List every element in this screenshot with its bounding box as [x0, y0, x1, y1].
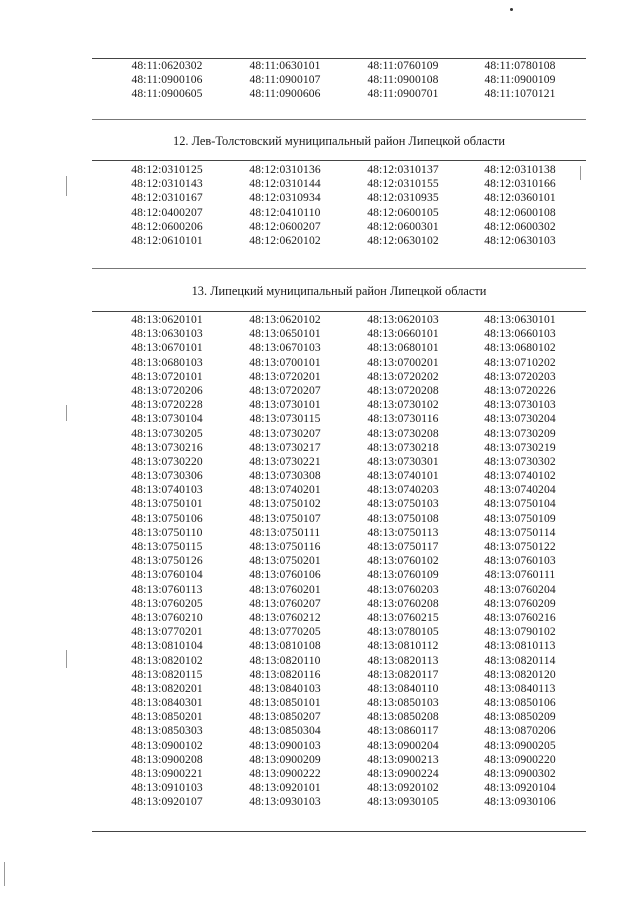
cadastral-number-cell: 48:11:0620302	[131, 59, 203, 72]
cadastral-number-cell: 48:12:0600207	[249, 219, 321, 233]
cadastral-number-cell: 48:13:0930105	[367, 795, 439, 809]
scan-speck	[510, 8, 513, 11]
cadastral-number-cell: 48:12:0310166	[484, 177, 556, 191]
cadastral-number-cell: 48:12:0310136	[249, 163, 321, 176]
cadastral-number-cell: 48:12:0310144	[249, 177, 321, 191]
cadastral-number-cell: 48:13:0730301	[367, 454, 439, 468]
cadastral-number-cell: 48:13:0730101	[249, 398, 321, 412]
cadastral-number-cell: 48:11:0760109	[367, 59, 439, 72]
cadastral-number-cell: 48:13:0750117	[367, 540, 439, 553]
cadastral-number-cell: 48:13:0710202	[484, 355, 556, 369]
cadastral-number-cell: 48:12:0310167	[131, 191, 203, 205]
scan-margin-mark	[580, 166, 581, 180]
cadastral-number-cell: 48:13:0760205	[131, 596, 203, 610]
cadastral-number-cell: 48:11:0900106	[131, 73, 203, 87]
cadastral-number-cell: 48:13:0660103	[484, 327, 556, 341]
cadastral-number-cell: 48:13:0900208	[131, 752, 203, 766]
cadastral-number-cell: 48:13:0630103	[131, 327, 203, 341]
cadastral-number-cell: 48:13:0850303	[131, 724, 203, 738]
cadastral-number-cell: 48:12:0360101	[484, 191, 556, 205]
cadastral-number-cell: 48:13:0760113	[131, 582, 203, 596]
cadastral-number-cell: 48:13:0850208	[367, 710, 439, 724]
cadastral-number-cell: 48:12:0310143	[131, 177, 203, 191]
cadastral-number-cell: 48:13:0810104	[131, 639, 203, 653]
cadastral-number-cell: 48:13:0750108	[367, 511, 439, 525]
cadastral-number-cell: 48:13:0760208	[367, 596, 439, 610]
cadastral-number-cell: 48:12:0600301	[367, 219, 439, 233]
cadastral-number-cell: 48:11:0900701	[367, 87, 439, 101]
cadastral-number-cell: 48:13:0820116	[249, 667, 321, 681]
cadastral-number-cell: 48:13:0900221	[131, 767, 203, 780]
cadastral-number-cell: 48:13:0820110	[249, 653, 321, 667]
cadastral-number-cell: 48:13:0620103	[367, 313, 439, 326]
cadastral-number-cell: 48:13:0750102	[249, 497, 321, 511]
cadastral-number-cell: 48:13:0730308	[249, 469, 321, 483]
cadastral-number-cell: 48:13:0620102	[249, 313, 321, 326]
cadastral-number-cell: 48:13:0670101	[131, 341, 203, 355]
cadastral-number-cell: 48:13:0740103	[131, 483, 203, 497]
cadastral-number-cell: 48:13:0900205	[484, 738, 556, 752]
cadastral-number-cell: 48:12:0310137	[367, 163, 439, 176]
cadastral-number-cell: 48:13:0740204	[484, 483, 556, 497]
cadastral-number-cell: 48:13:0750103	[367, 497, 439, 511]
cadastral-table-section-11	[108, 59, 578, 102]
cadastral-number-cell: 48:13:0910103	[131, 781, 203, 795]
cadastral-number-cell: 48:12:0310935	[367, 191, 439, 205]
cadastral-number-cell: 48:13:0730302	[484, 454, 556, 468]
cadastral-number-cell: 48:13:0900220	[484, 752, 556, 766]
cadastral-number-cell: 48:11:0900605	[131, 87, 203, 101]
cadastral-number-cell: 48:13:0850209	[484, 710, 556, 724]
cadastral-number-cell: 48:13:0720202	[367, 369, 439, 383]
cadastral-number-cell: 48:13:0770205	[249, 625, 321, 639]
cadastral-number-cell: 48:13:0790102	[484, 625, 556, 639]
cadastral-number-cell: 48:13:0720208	[367, 383, 439, 397]
cadastral-number-cell: 48:13:0850101	[249, 696, 321, 710]
cadastral-number-cell: 48:13:0780105	[367, 625, 439, 639]
cadastral-table-section-12	[108, 163, 578, 248]
cadastral-number-cell: 48:13:0730104	[131, 412, 203, 426]
cadastral-number-cell: 48:12:0600302	[484, 219, 556, 233]
cadastral-number-cell: 48:13:0760207	[249, 596, 321, 610]
cadastral-number-cell: 48:12:0600105	[367, 205, 439, 219]
cadastral-number-cell: 48:13:0760210	[131, 610, 203, 624]
cadastral-number-cell: 48:13:0810113	[484, 639, 556, 653]
cadastral-number-cell: 48:13:0840113	[484, 681, 556, 695]
cadastral-number-cell: 48:13:0870206	[484, 724, 556, 738]
cadastral-number-cell: 48:11:0900108	[367, 73, 439, 87]
cadastral-number-cell: 48:12:0630103	[484, 233, 556, 247]
cadastral-number-cell: 48:13:0750115	[131, 540, 203, 553]
cadastral-number-cell: 48:13:0750106	[131, 511, 203, 525]
cadastral-number-cell: 48:13:0900302	[484, 767, 556, 780]
cadastral-number-cell: 48:13:0840110	[367, 681, 439, 695]
cadastral-number-cell: 48:13:0900222	[249, 767, 321, 780]
cadastral-number-cell: 48:13:0680101	[367, 341, 439, 355]
cadastral-number-cell: 48:13:0720101	[131, 369, 203, 383]
cadastral-number-cell: 48:13:0810108	[249, 639, 321, 653]
cadastral-number-cell: 48:13:0820201	[131, 681, 203, 695]
cadastral-number-cell: 48:11:0900107	[249, 73, 321, 87]
cadastral-number-cell: 48:13:0820102	[131, 653, 203, 667]
cadastral-number-cell: 48:13:0730306	[131, 469, 203, 483]
cadastral-number-cell: 48:12:0600206	[131, 219, 203, 233]
scan-margin-mark	[66, 650, 67, 668]
cadastral-number-cell: 48:13:0850106	[484, 696, 556, 710]
cadastral-number-cell: 48:13:0750104	[484, 497, 556, 511]
cadastral-number-cell: 48:11:0630101	[249, 59, 321, 72]
cadastral-number-cell: 48:13:0700101	[249, 355, 321, 369]
cadastral-number-cell: 48:13:0730103	[484, 398, 556, 412]
cadastral-number-cell: 48:13:0730218	[367, 440, 439, 454]
cadastral-number-cell: 48:13:0750114	[484, 525, 556, 539]
cadastral-number-cell: 48:13:0750101	[131, 497, 203, 511]
cadastral-number-cell: 48:13:0750116	[249, 540, 321, 553]
cadastral-number-cell: 48:13:0750111	[249, 525, 321, 539]
cadastral-number-cell: 48:13:0680102	[484, 341, 556, 355]
cadastral-number-cell: 48:11:1070121	[484, 87, 556, 101]
cadastral-number-cell: 48:13:0860117	[367, 724, 439, 738]
cadastral-number-cell: 48:13:0760204	[484, 582, 556, 596]
cadastral-number-cell: 48:13:0730116	[367, 412, 439, 426]
cadastral-number-cell: 48:13:0930106	[484, 795, 556, 809]
cadastral-number-cell: 48:12:0310155	[367, 177, 439, 191]
cadastral-number-cell: 48:13:0900204	[367, 738, 439, 752]
cadastral-number-cell: 48:12:0400207	[131, 205, 203, 219]
cadastral-number-cell: 48:13:0750122	[484, 540, 556, 553]
cadastral-number-cell: 48:13:0730220	[131, 454, 203, 468]
cadastral-number-cell: 48:13:0730209	[484, 426, 556, 440]
cadastral-number-cell: 48:13:0760216	[484, 610, 556, 624]
cadastral-number-cell: 48:13:0750107	[249, 511, 321, 525]
cadastral-number-cell: 48:12:0600108	[484, 205, 556, 219]
cadastral-number-cell: 48:13:0760109	[367, 568, 439, 582]
cadastral-number-cell: 48:13:0720206	[131, 383, 203, 397]
cadastral-number-cell: 48:13:0900213	[367, 752, 439, 766]
cadastral-number-cell: 48:13:0900209	[249, 752, 321, 766]
scan-margin-mark	[4, 862, 5, 886]
cadastral-number-cell: 48:13:0760106	[249, 568, 321, 582]
section-heading-12: 12. Лев-Толстовский муниципальный район Липецкой области	[173, 134, 505, 148]
cadastral-number-cell: 48:12:0310138	[484, 163, 556, 176]
cadastral-number-cell: 48:13:0770201	[131, 625, 203, 639]
cadastral-number-cell: 48:11:0900109	[484, 73, 556, 87]
cadastral-number-cell: 48:13:0730115	[249, 412, 321, 426]
cadastral-number-cell: 48:12:0610101	[131, 233, 203, 247]
cadastral-number-cell: 48:13:0730217	[249, 440, 321, 454]
cadastral-number-cell: 48:13:0760201	[249, 582, 321, 596]
cadastral-number-cell: 48:12:0620102	[249, 233, 321, 247]
cadastral-number-cell: 48:13:0660101	[367, 327, 439, 341]
scan-margin-mark	[66, 176, 67, 196]
cadastral-number-cell: 48:13:0820114	[484, 653, 556, 667]
cadastral-number-cell: 48:11:0900606	[249, 87, 321, 101]
cadastral-number-cell: 48:13:0680103	[131, 355, 203, 369]
cadastral-number-cell: 48:13:0700201	[367, 355, 439, 369]
cadastral-number-cell: 48:13:0730219	[484, 440, 556, 454]
cadastral-number-cell: 48:13:0850201	[131, 710, 203, 724]
cadastral-number-cell: 48:13:0760209	[484, 596, 556, 610]
cadastral-number-cell: 48:13:0740101	[367, 469, 439, 483]
cadastral-number-cell: 48:13:0730205	[131, 426, 203, 440]
cadastral-number-cell: 48:13:0900102	[131, 738, 203, 752]
cadastral-number-cell: 48:13:0760203	[367, 582, 439, 596]
cadastral-number-cell: 48:13:0900103	[249, 738, 321, 752]
cadastral-number-cell: 48:13:0760215	[367, 610, 439, 624]
scan-margin-mark	[66, 405, 67, 421]
cadastral-number-cell: 48:13:0760104	[131, 568, 203, 582]
cadastral-number-cell: 48:13:0730221	[249, 454, 321, 468]
cadastral-number-cell: 48:13:0750126	[131, 554, 203, 568]
cadastral-number-cell: 48:12:0310125	[131, 163, 203, 176]
table-bottom-rule	[92, 831, 586, 832]
cadastral-number-cell: 48:13:0760111	[484, 568, 556, 582]
cadastral-number-cell: 48:13:0750109	[484, 511, 556, 525]
cadastral-number-cell: 48:13:0750113	[367, 525, 439, 539]
cadastral-number-cell: 48:13:0720226	[484, 383, 556, 397]
cadastral-number-cell: 48:13:0820120	[484, 667, 556, 681]
cadastral-number-cell: 48:12:0310934	[249, 191, 321, 205]
cadastral-number-cell: 48:13:0720203	[484, 369, 556, 383]
section-heading-13: 13. Липецкий муниципальный район Липецкой области	[191, 284, 487, 298]
cadastral-number-cell: 48:11:0780108	[484, 59, 556, 72]
cadastral-number-cell: 48:13:0740102	[484, 469, 556, 483]
cadastral-table-section-13	[108, 313, 578, 810]
cadastral-number-cell: 48:13:0740201	[249, 483, 321, 497]
cadastral-number-cell: 48:13:0810112	[367, 639, 439, 653]
cadastral-number-cell: 48:13:0850304	[249, 724, 321, 738]
cadastral-number-cell: 48:13:0920104	[484, 781, 556, 795]
cadastral-number-cell: 48:13:0760103	[484, 554, 556, 568]
cadastral-number-cell: 48:13:0920102	[367, 781, 439, 795]
cadastral-number-cell: 48:13:0850103	[367, 696, 439, 710]
cadastral-number-cell: 48:13:0750201	[249, 554, 321, 568]
cadastral-number-cell: 48:13:0740203	[367, 483, 439, 497]
cadastral-number-cell: 48:12:0410110	[249, 205, 321, 219]
table-top-rule	[92, 160, 586, 161]
cadastral-number-cell: 48:13:0840301	[131, 696, 203, 710]
cadastral-number-cell: 48:13:0760212	[249, 610, 321, 624]
table-bottom-rule	[92, 268, 586, 269]
cadastral-number-cell: 48:13:0730204	[484, 412, 556, 426]
cadastral-number-cell: 48:13:0820117	[367, 667, 439, 681]
cadastral-number-cell: 48:13:0730102	[367, 398, 439, 412]
cadastral-number-cell: 48:13:0720228	[131, 398, 203, 412]
cadastral-number-cell: 48:12:0630102	[367, 233, 439, 247]
cadastral-number-cell: 48:13:0670103	[249, 341, 321, 355]
cadastral-number-cell: 48:13:0920101	[249, 781, 321, 795]
cadastral-number-cell: 48:13:0820115	[131, 667, 203, 681]
cadastral-number-cell: 48:13:0750110	[131, 525, 203, 539]
cadastral-number-cell: 48:13:0760102	[367, 554, 439, 568]
cadastral-number-cell: 48:13:0840103	[249, 681, 321, 695]
cadastral-number-cell: 48:13:0930103	[249, 795, 321, 809]
table-bottom-rule	[92, 119, 586, 120]
cadastral-number-cell: 48:13:0650101	[249, 327, 321, 341]
cadastral-number-cell: 48:13:0850207	[249, 710, 321, 724]
cadastral-number-cell: 48:13:0730207	[249, 426, 321, 440]
cadastral-number-cell: 48:13:0720207	[249, 383, 321, 397]
cadastral-number-cell: 48:13:0730208	[367, 426, 439, 440]
cadastral-number-cell: 48:13:0900224	[367, 767, 439, 780]
cadastral-number-cell: 48:13:0820113	[367, 653, 439, 667]
cadastral-number-cell: 48:13:0730216	[131, 440, 203, 454]
cadastral-number-cell: 48:13:0630101	[484, 313, 556, 326]
table-top-rule	[92, 311, 586, 312]
cadastral-number-cell: 48:13:0620101	[131, 313, 203, 326]
cadastral-number-cell: 48:13:0920107	[131, 795, 203, 809]
cadastral-number-cell: 48:13:0720201	[249, 369, 321, 383]
